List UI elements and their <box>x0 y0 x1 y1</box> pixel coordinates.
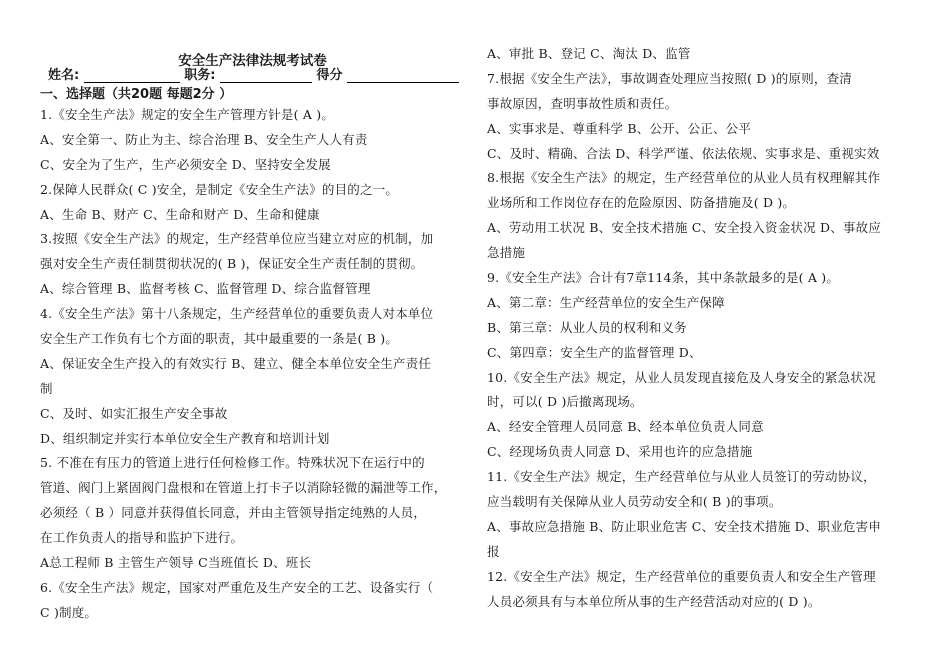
text-line: 6.《安全生产法》规定，国家对严重危及生产安全的工艺、设备实行（ <box>40 579 434 595</box>
text-line: A、劳动用工状况 B、安全技术措施 C、安全投入资金状况 D、事故应 <box>487 220 882 236</box>
text-line: 应当载明有关保障从业人员劳动安全和( B )的事项。 <box>487 494 782 510</box>
text-line: 报 <box>487 543 500 559</box>
text-line: A、经安全管理人员同意 B、经本单位负责人同意 <box>487 419 764 435</box>
text-line: A、保证安全生产投入的有效实行 B、建立、健全本单位安全生产责任 <box>40 355 432 371</box>
text-line: A、安全第一、防止为主、综合治理 B、安全生产人人有责 <box>40 131 368 147</box>
text-line: 人员必须具有与本单位所从事的生产经营活动对应的( D )。 <box>487 593 821 609</box>
section-heading: 一、选择题（共20题 每题2分 ） <box>40 87 233 102</box>
position-label: 职务: <box>184 68 216 83</box>
score-label: 得分 <box>316 68 343 83</box>
text-line: A、第二章：生产经营单位的安全生产保障 <box>487 294 725 310</box>
right-column <box>487 42 915 614</box>
text-line: A、生命 B、财产 C、生命和财产 D、生命和健康 <box>40 206 320 222</box>
text-line: 12.《安全生产法》规定，生产经营单位的重要负责人和安全生产管理 <box>487 568 876 584</box>
text-line: 2.保障人民群众( C )安全，是制定《安全生产法》的目的之一。 <box>40 181 399 197</box>
text-line: C )制度。 <box>40 604 98 620</box>
text-line: 1.《安全生产法》规定的安全生产管理方针是( A )。 <box>40 107 335 122</box>
text-line: 急措施 <box>487 245 526 261</box>
text-line: A、审批 B、登记 C、淘汰 D、监管 <box>487 46 691 61</box>
text-line: 时，可以( D )后撤离现场。 <box>487 394 643 410</box>
text-line: A、综合管理 B、监督考核 C、监督管理 D、综合监督管理 <box>40 281 371 297</box>
text-line: 7.根据《安全生产法》，事故调查处理应当按照( D )的原则，查清 <box>487 70 852 86</box>
name-label: 姓名: <box>48 68 80 83</box>
text-line: 8.根据《安全生产法》的规定，生产经营单位的从业人员有权理解其作 <box>487 170 881 186</box>
text-line: 9.《安全生产法》合计有7章114条，其中条款最多的是( A )。 <box>487 270 840 286</box>
text-line: 3.按照《安全生产法》的规定，生产经营单位应当建立对应的机制，加 <box>40 231 434 247</box>
position-blank[interactable] <box>220 68 312 83</box>
text-line: 事故原因，查明事故性质和责任。 <box>487 95 678 111</box>
text-line: 管道、阀门上紧固阀门盘根和在管道上打卡子以消除轻微的漏泄等工作， <box>40 480 447 496</box>
text-line: A、实事求是、尊重科学 B、公开、公正、公平 <box>487 120 752 136</box>
left-column <box>40 103 465 626</box>
text-line: B、第三章：从业人员的权利和义务 <box>487 319 687 335</box>
score-blank[interactable] <box>347 68 459 83</box>
text-line: C、第四章：安全生产的监督管理 D、 <box>487 344 702 360</box>
text-line: 制 <box>40 380 53 396</box>
text-line: 5. 不准在有压力的管道上进行任何检修工作。特殊状况下在运行中的 <box>40 455 425 471</box>
name-blank[interactable] <box>84 68 180 83</box>
text-line: 安全生产工作负有七个方面的职责，其中最重要的一条是( B )。 <box>40 331 399 347</box>
text-line: C、经现场负责人同意 D、采用也许的应急措施 <box>487 444 753 460</box>
text-line: 10.《安全生产法》规定，从业人员发现直接危及人身安全的紧急状况 <box>487 369 876 385</box>
text-line: D、组织制定并实行本单位安全生产教育和培训计划 <box>40 430 330 446</box>
text-line: 业场所和工作岗位存在的危险原因、防备措施及( D )。 <box>487 195 796 211</box>
exam-title: 安全生产法律法规考试卷 <box>178 53 327 69</box>
text-line: C、及时、如实汇报生产安全事故 <box>40 405 228 421</box>
text-line: 4.《安全生产法》第十八条规定，生产经营单位的重要负责人对本单位 <box>40 306 434 322</box>
text-line: C、及时、精确、合法 D、科学严谨、依法依规、实事求是、重视实效 <box>487 145 880 161</box>
text-line: C、安全为了生产，生产必须安全 D、坚持安全发展 <box>40 156 331 172</box>
text-line: A、事故应急措施 B、防止职业危害 C、安全技术措施 D、职业危害申 <box>487 518 882 534</box>
text-line: 在工作负责人的指导和监护下进行。 <box>40 530 244 546</box>
text-line: 11.《安全生产法》规定，生产经营单位与从业人员签订的劳动协议， <box>487 469 876 485</box>
text-line: 强对安全生产责任制贯彻状况的( B )，保证安全生产责任制的贯彻。 <box>40 256 424 272</box>
header-fields <box>48 64 459 83</box>
text-line: 必须经（ B ）同意并获得值长同意，并由主管领导指定纯熟的人员， <box>40 505 427 521</box>
text-line: A总工程师 B 主管生产领导 C当班值长 D、班长 <box>40 555 312 571</box>
